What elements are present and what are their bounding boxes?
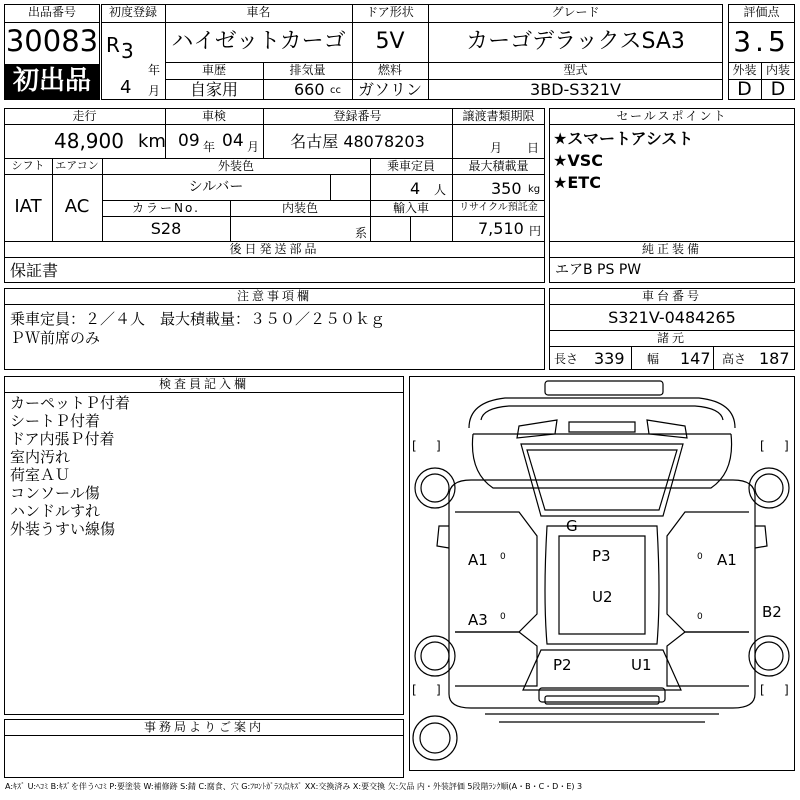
- mileage-unit: km: [138, 131, 166, 152]
- inspector-line: シートＰ付着: [10, 412, 101, 430]
- interior-grade: D: [770, 78, 786, 100]
- ac-label: エアコン: [55, 159, 99, 172]
- inspector-line: ドア内張Ｐ付着: [10, 430, 115, 448]
- recycle-unit: 円: [529, 224, 542, 238]
- later-parts: 保証書: [10, 261, 59, 280]
- length-label: 長さ: [554, 352, 579, 366]
- damage-mark: U2: [592, 588, 613, 606]
- shift-label: シフト: [11, 159, 45, 172]
- damage-mark: B2: [762, 603, 782, 621]
- genuine-equipment: エアB PS PW: [555, 262, 642, 278]
- damage-mark: P2: [553, 656, 572, 674]
- car-diagram: [409, 376, 795, 771]
- int-color-label: 内装色: [281, 201, 318, 215]
- sales-point-item: ★VSC: [553, 151, 603, 170]
- legend-text: A:ｷｽﾞ U:ﾍｺﾐ B:ｷｽﾞを伴うﾍｺﾐ P:要塗装 W:補修跡 S:錆 C:腐食、穴 G:ﾌﾛﾝﾄｶﾞﾗｽ点ｷｽﾞ XX:交換済み X:要交換 欠:欠品 内・外装評価 5段階ﾗﾝｸ順(A・B・C・D・E) 3: [5, 782, 583, 791]
- inspector-line: カーペットＰ付着: [10, 394, 131, 412]
- capacity-unit: 人: [434, 183, 447, 197]
- handle-mark: 0: [500, 552, 506, 562]
- handle-mark: 0: [697, 552, 703, 562]
- car-name-label: 車名: [246, 5, 271, 19]
- inspection-year-unit: 年: [203, 140, 216, 154]
- lot-label: 出品番号: [27, 5, 76, 19]
- model-label: 型式: [563, 63, 588, 77]
- sales-point-item: ★スマートアシスト: [553, 129, 694, 148]
- reg-number: 名古屋 48078203: [290, 132, 425, 151]
- displacement: 660: [294, 80, 325, 99]
- inspection-year: 09: [178, 131, 200, 151]
- recycle: 7,510: [478, 219, 524, 238]
- inspector-line: 室内汚れ: [10, 448, 71, 466]
- inspector-line: 荷室ＡＵ: [10, 466, 71, 484]
- fuel: ガソリン: [357, 80, 422, 99]
- interior-label: 内装: [765, 63, 790, 77]
- later-parts-label: 後日発送部品: [229, 242, 320, 256]
- month-unit: 月: [148, 84, 161, 98]
- recycle-label: リサイクル預託金: [459, 202, 538, 213]
- spec-label: 諸元: [656, 331, 687, 345]
- genuine-label: 純正装備: [641, 242, 702, 256]
- transfer-label: 譲渡書類期限: [462, 109, 535, 123]
- height: 187: [759, 349, 790, 368]
- fuel-label: 燃料: [377, 63, 402, 77]
- year-unit: 年: [148, 63, 161, 77]
- inspection-month: 04: [222, 131, 244, 151]
- sales-points-label: セールスポイント: [616, 109, 728, 123]
- width: 147: [680, 349, 711, 368]
- color-no-label: カラーNo.: [132, 201, 200, 215]
- capacity-label: 乗車定員: [386, 159, 435, 173]
- mileage-label: 走行: [72, 109, 97, 123]
- notes-line: ＰＷ前席のみ: [10, 329, 101, 347]
- import-label: 輸入車: [392, 201, 429, 215]
- handle-mark: 0: [500, 612, 506, 622]
- displacement-unit: cc: [330, 85, 341, 96]
- mileage: 48,900: [54, 129, 124, 153]
- transfer-month-unit: 月: [490, 141, 503, 155]
- color-no: S28: [150, 219, 182, 238]
- bracket-mark: [: [760, 439, 765, 453]
- history: 自家用: [189, 80, 238, 99]
- ext-color-label: 外装色: [217, 159, 254, 173]
- inspector-label: 検査員記入欄: [158, 377, 249, 391]
- first-listing-label: 初出品: [12, 66, 91, 96]
- door-label: ドア形状: [366, 5, 414, 19]
- inspector-line: ハンドルすれ: [10, 502, 101, 520]
- bracket-mark: [: [760, 683, 765, 697]
- ac: AC: [64, 196, 90, 217]
- handle-mark: 0: [697, 612, 703, 622]
- max-load: 350: [491, 179, 522, 198]
- inspection-month-unit: 月: [247, 140, 260, 154]
- door-type: 5V: [375, 29, 405, 54]
- bracket-mark: [: [412, 439, 417, 453]
- first-reg-month: 4: [120, 77, 132, 98]
- car-name: ハイゼットカーゴ: [171, 29, 346, 54]
- damage-mark: A3: [468, 611, 488, 629]
- height-label: 高さ: [722, 352, 747, 366]
- bracket-mark: ]: [436, 439, 441, 453]
- era-label: R: [106, 33, 120, 57]
- history-label: 車歴: [201, 63, 226, 77]
- width-label: 幅: [647, 352, 660, 366]
- damage-mark: U1: [631, 656, 652, 674]
- damage-mark: P3: [592, 547, 611, 565]
- chassis-number: S321V-0484265: [608, 308, 736, 327]
- inspector-line: コンソール傷: [10, 484, 100, 502]
- notes-line: 乗車定員：２／４人 最大積載量：３５０／２５０ｋｇ: [10, 310, 386, 328]
- score-label: 評価点: [743, 5, 780, 19]
- model: 3BD-S321V: [530, 80, 621, 99]
- bracket-mark: ]: [784, 683, 789, 697]
- bracket-mark: [: [412, 683, 417, 697]
- sales-point-item: ★ETC: [553, 173, 601, 192]
- score: 3.5: [733, 25, 790, 58]
- inspection-label: 車検: [201, 109, 226, 123]
- length: 339: [594, 349, 625, 368]
- bracket-mark: ]: [436, 683, 441, 697]
- damage-mark: A1: [717, 551, 737, 569]
- grade: カーゴデラックスSA3: [466, 29, 685, 54]
- damage-mark: A1: [468, 551, 488, 569]
- damage-mark: G: [566, 517, 578, 535]
- shift: IAT: [14, 196, 42, 217]
- notes-label: 注意事項欄: [236, 289, 312, 303]
- max-load-label: 最大積載量: [468, 159, 529, 173]
- bracket-mark: ]: [784, 439, 789, 453]
- capacity: 4: [410, 179, 421, 198]
- reg-label: 登録番号: [333, 109, 382, 123]
- displacement-label: 排気量: [289, 63, 326, 77]
- era-year: 3: [121, 39, 134, 63]
- chassis-label: 車台番号: [641, 289, 702, 303]
- grade-label: グレード: [551, 5, 600, 19]
- exterior-grade: D: [737, 78, 752, 100]
- max-load-unit: kg: [528, 184, 541, 195]
- lot-number: 30083: [5, 24, 99, 58]
- ext-color: シルバー: [188, 179, 244, 195]
- int-color-unit: 系: [355, 226, 368, 240]
- inspector-line: 外装うすい線傷: [10, 520, 116, 538]
- exterior-label: 外装: [732, 63, 757, 77]
- office-label: 事務局よりご案内: [143, 720, 264, 734]
- transfer-day-unit: 日: [527, 141, 540, 155]
- first-reg-label: 初度登録: [108, 5, 157, 19]
